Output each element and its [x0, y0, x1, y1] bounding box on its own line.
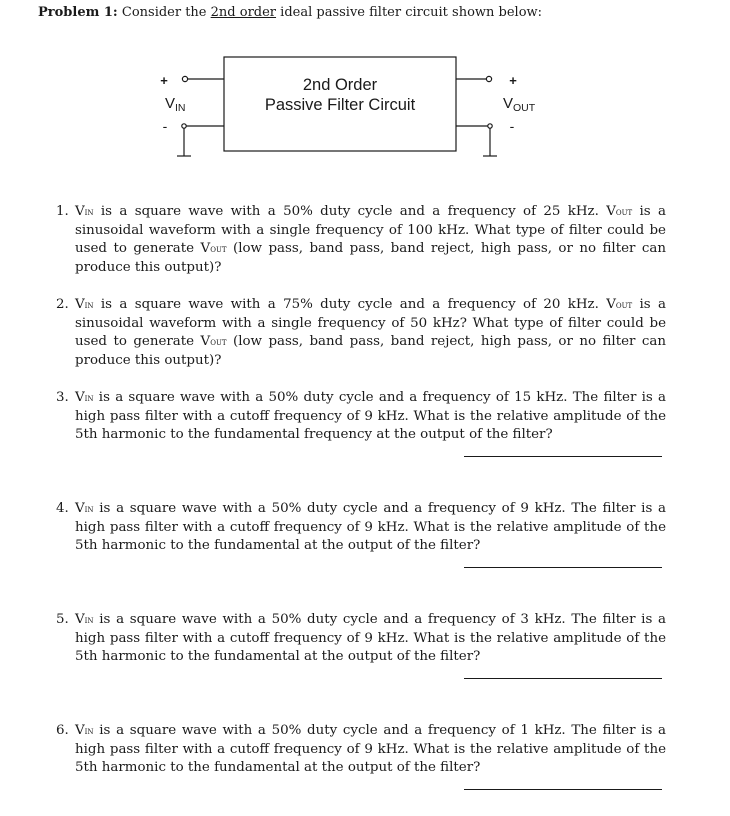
question-number: 5. — [56, 612, 69, 627]
vout-symbol: Vout — [606, 204, 633, 219]
vin-label: $V_{IN}$ — [165, 95, 186, 114]
question-number: 2. — [56, 297, 69, 312]
intro-before: Consider the — [121, 5, 207, 20]
problem-label: Problem 1: — [38, 5, 118, 20]
question-number: 4. — [56, 501, 69, 516]
output-bottom-terminal — [488, 124, 492, 128]
question-3 — [56, 389, 666, 445]
question-text: Vin is a square wave with a 75% duty cycle and a frequency of 20 kHz. Vout is a sinusoidal waveform with a single frequency of 50 kHz? What type of filter could be used to generate Vout (low pass, band pass, band reject, high pass, or no filter can produce this output)? — [75, 297, 666, 368]
question-number: 6. — [56, 723, 69, 738]
vout-label: $V_{OUT}$ — [503, 95, 536, 114]
vin-symbol: Vin — [75, 723, 94, 738]
vout-plus-sign: + — [509, 73, 517, 88]
vout-symbol: Vout — [200, 241, 227, 257]
question-4 — [56, 500, 666, 556]
intro-after: ideal passive filter circuit shown below: — [280, 5, 543, 20]
input-top-terminal — [182, 76, 187, 81]
box-label-line2: Passive Filter Circuit — [264, 96, 416, 114]
answer-line-4[interactable] — [464, 567, 662, 568]
vin-symbol: Vin — [75, 204, 94, 219]
vin-symbol: Vin — [75, 612, 94, 627]
vout-minus-sign: - — [509, 118, 515, 134]
question-number: 1. — [56, 204, 69, 219]
output-top-terminal — [486, 76, 491, 81]
intro-underlined: 2nd order — [210, 5, 277, 20]
vin-plus-sign: + — [160, 73, 168, 88]
question-text: Vin is a square wave with a 50% duty cycle and a frequency of 1 kHz. The filter is a high pass filter with a cutoff frequency of 9 kHz. What is the relative amplitude of the 5th harmonic to the fundamental at the output of the filter? — [75, 723, 666, 776]
input-bottom-terminal — [182, 124, 186, 128]
question-text: Vin is a square wave with a 50% duty cycle and a frequency of 3 kHz. The filter is a high pass filter with a cutoff frequency of 9 kHz. What is the relative amplitude of the 5th harmonic to the fundamental at the output of the filter? — [75, 612, 666, 665]
question-text: Vin is a square wave with a 50% duty cycle and a frequency of 15 kHz. The filter is a high pass filter with a cutoff frequency of 9 kHz. What is the relative amplitude of the 5th harmonic to the fundamental frequency at the output of the filter? — [75, 390, 666, 443]
question-6 — [56, 722, 666, 778]
question-text: Vin is a square wave with a 50% duty cycle and a frequency of 9 kHz. The filter is a high pass filter with a cutoff frequency of 9 kHz. What is the relative amplitude of the 5th harmonic to the fundamental at the output of the filter? — [75, 501, 666, 554]
answer-line-5[interactable] — [464, 678, 662, 679]
question-2 — [56, 296, 666, 370]
answer-line-3[interactable] — [464, 456, 662, 457]
vin-minus-sign: - — [162, 118, 168, 134]
vin-symbol: Vin — [75, 501, 94, 516]
vin-symbol: Vin — [75, 297, 94, 312]
circuit-diagram — [0, 0, 730, 200]
answer-line-6[interactable] — [464, 789, 662, 790]
question-text: Vin is a square wave with a 50% duty cycle and a frequency of 25 kHz. Vout is a sinusoidal waveform with a single frequency of 100 kHz. What type of filter could be used to generate Vout (low pass, band pass, band reject, high pass, or no filter can produce this output)? — [75, 204, 666, 275]
vout-symbol: Vout — [200, 334, 227, 350]
vout-symbol: Vout — [606, 297, 633, 312]
question-5 — [56, 611, 666, 667]
question-number: 3. — [56, 390, 69, 405]
question-1 — [56, 203, 666, 277]
box-label-line1: 2nd Order — [302, 76, 378, 94]
vin-symbol: Vin — [75, 390, 94, 405]
